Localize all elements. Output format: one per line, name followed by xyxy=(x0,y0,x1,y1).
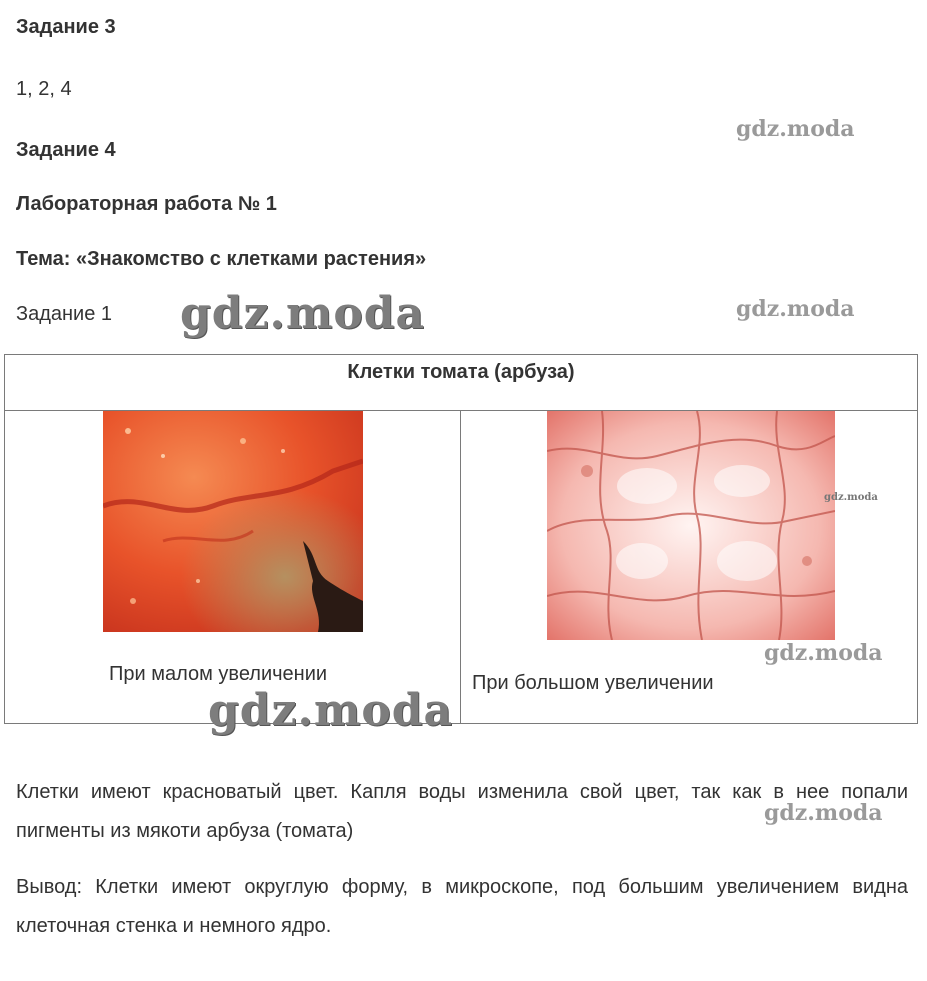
table-cell-high-magnification xyxy=(461,411,917,723)
task3-heading: Задание 3 xyxy=(16,16,116,38)
low-magnification-caption: При малом увеличении xyxy=(109,663,328,685)
task4-heading: Задание 4 xyxy=(16,139,116,161)
table-cell-low-magnification xyxy=(5,411,461,723)
watermark-logo: gdz.moda xyxy=(208,685,454,736)
low-magnification-micrograph xyxy=(103,411,363,632)
watermark-logo: gdz.moda xyxy=(764,800,883,826)
watermark-logo: gdz.moda xyxy=(824,492,878,503)
conclusion-paragraph: Вывод: Клетки имеют округлую форму, в микроскопе, под большим увеличением видна клеточная стенка и немного ядро. xyxy=(16,876,908,937)
high-magnification-caption: При большом увеличении xyxy=(472,672,714,694)
watermark-logo: gdz.moda xyxy=(180,288,426,339)
observation-paragraph: Клетки имеют красноватый цвет. Капля воды изменила свой цвет, так как в нее попали пигменты из мякоти арбуза (томата) xyxy=(16,781,908,842)
watermark-logo: gdz.moda xyxy=(764,640,883,666)
lab-topic: Тема: «Знакомство с клетками растения» xyxy=(16,248,427,270)
watermark-logo: gdz.moda xyxy=(736,116,855,142)
table-header: Клетки томата (арбуза) xyxy=(5,355,917,411)
watermark-logo: gdz.moda xyxy=(736,296,855,322)
lab-table xyxy=(4,354,918,724)
subtask-label: Задание 1 xyxy=(16,303,113,325)
lab-title: Лабораторная работа № 1 xyxy=(16,193,277,215)
task3-answer: 1, 2, 4 xyxy=(16,78,72,100)
high-magnification-micrograph xyxy=(547,411,835,640)
